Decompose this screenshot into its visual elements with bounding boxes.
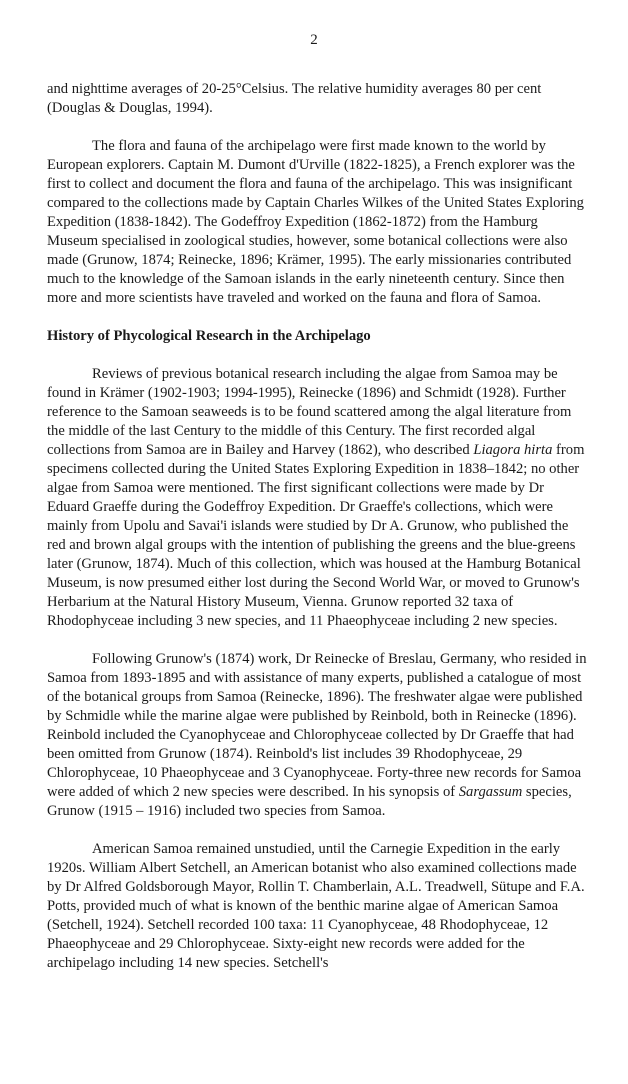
paragraph-reinecke-part-a: Following Grunow's (1874) work, Dr Reinecke of Breslau, Germany, who resided in Samoa from 1893-1895 and with assistance of many experts, published a catalogue of most of the botanical groups from Samoa (Reinecke, 1896). The freshwater algae were published by Schmidle while the marine algae were published by Reinbold, both in Reinecke (1896). Reinbold included the Cyanophyceae and Chlorophyceae collected by Dr Graeffe that had been omitted from Grunow (1874). Reinbold's list includes 39 Rhodophyceae, 29 Chlorophyceae, 10 Phaeophyceae and 3 Cyanophyceae. Forty-three new records for Samoa were added of which 2 new species were described. In his synopsis of	[47, 651, 587, 800]
page-number: 2	[310, 32, 318, 48]
paragraph-reinecke	[47, 650, 587, 821]
paragraph-climate-continued: and nighttime averages of 20-25°Celsius. The relative humidity averages 80 per cent (Douglas & Douglas, 1994).	[47, 81, 542, 116]
paragraph-flora-fauna: The flora and fauna of the archipelago were first made known to the world by European explorers. Captain M. Dumont d'Urville (1822-1825), a French explorer was the first to collect and document the flora and fauna of the archipelago. This was insignificant compared to the collections made by Captain Charles Wilkes of the United States Exploring Expedition (1838-1842). The Godeffroy Expedition (1862-1872) from the Hamburg Museum specialised in zoological studies, however, some botanical collections were also made (Grunow, 1874; Reinecke, 1896; Krämer, 1995). The early missionaries contributed much to the knowledge of the Samoan islands in the early nineteenth century. Since then more and more scientists have traveled and worked on the fauna and flora of Samoa.	[47, 138, 584, 306]
paragraph-reviews-part-a: Reviews of previous botanical research including the algae from Samoa may be found in Krämer (1902-1903; 1994-1995), Reinecke (1896) and Schmidt (1928). Further reference to the Samoan seaweeds is to be found scattered among the algal literature from the middle of the last Century to the middle of this Century. The first recorded algal collections from Samoa are in Bailey and Harvey (1862), who described	[47, 366, 572, 458]
section-heading: History of Phycological Research in the Archipelago	[47, 328, 371, 344]
paragraph-reinecke-part-b: species, Grunow (1915 – 1916) included two species from Samoa.	[47, 784, 572, 819]
page-content	[47, 80, 587, 973]
paragraph-reviews-part-b: from specimens collected during the United States Exploring Expedition in 1838–1842; no other algae from Samoa were mentioned. The first significant collections were made by Dr Eduard Graeffe during the Godeffroy Expedition. Dr Graeffe's collections, which were mainly from Upolu and Savai'i islands were studied by Dr A. Grunow, who published the red and brown algal groups with the intention of publishing the greens and the blue-greens later (Grunow, 1874). Much of this collection, which was housed at the Hamburg Botanical Museum, is now presumed either lost during the Second World War, or moved to Grunow's Herbarium at the Natural History Museum, Vienna. Grunow reported 32 taxa of Rhodophyceae including 3 new species, and 11 Phaeophyceae including 2 new species.	[47, 442, 585, 629]
paragraph-american-samoa: American Samoa remained unstudied, until the Carnegie Expedition in the early 1920s. William Albert Setchell, an American botanist who also examined collections made by Dr Alfred Goldsborough Mayor, Rollin T. Chamberlain, A.L. Treadwell, Sütupe and F.A. Potts, provided much of what is known of the benthic marine algae of American Samoa (Setchell, 1924). Setchell recorded 100 taxa: 11 Cyanophyceae, 48 Rhodophyceae, 12 Phaeophyceae and 29 Chlorophyceae. Sixty-eight new records were added for the archipelago including 14 new species. Setchell's	[47, 841, 585, 971]
species-name-liagora: Liagora hirta	[473, 442, 553, 458]
paragraph-reviews	[47, 365, 587, 631]
genus-name-sargassum: Sargassum	[458, 784, 523, 800]
